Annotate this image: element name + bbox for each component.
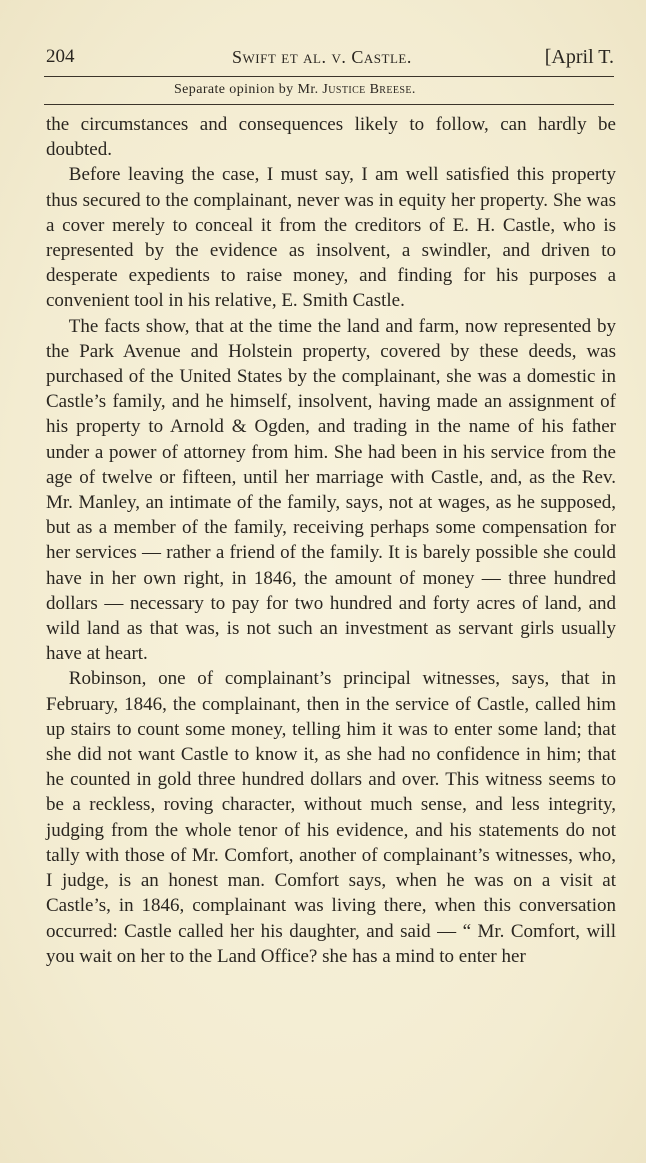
running-head	[46, 46, 614, 74]
paragraph-robinson: Robinson, one of complainant’s principal witnesses, says, that in February, 1846, the complainant, then in the service of Castle, called him up stairs to count some money, telling him it was to enter some land; that she did not want Castle to know it, as she had no confidence in him; that he counted in gold three hundred dollars and over. This witness seems to be a reckless, roving character, without much sense, and less integrity, judging from the whole tenor of his evidence, and his statements do not tally with those of Mr. Comfort, another of complainant’s witnesses, who, I judge, is an honest man. Comfort says, when he was on a visit at Castle’s, in 1846, complainant was living there, when this conversation occurred: Castle called her his daughter, and said — “ Mr. Comfort, will you wait on her to the Land Office? she has a mind to enter her	[46, 668, 616, 967]
paragraph-facts-show: The facts show, that at the time the land and farm, now represented by the Park Avenue and Holstein property, covered by these deeds, was purchased of the United States by the complainant, she was a domestic in Castle’s family, and he himself, insolvent, having made an assignment of his property to Arnold & Ogden, and trading in the name of his father under a power of attorney from him. She had been in his service from the age of twelve or fifteen, until her marriage with Castle, and, as the Rev. Mr. Manley, an intimate of the family, says, not at wages, as he supposed, but as a member of the family, receiving perhaps some compensation for her services — rather a friend of the family. It is barely possible she could have in her own right, in 1846, the amount of money — three hundred dollars — necessary to pay for two hundred and forty acres of land, and wild land as that was, is not such an investment as servant girls usually have at heart.	[46, 315, 616, 665]
opinion-subhead	[174, 82, 416, 98]
subhead-prefix: Separate opinion by Mr.	[174, 82, 319, 97]
header-rule-bottom	[44, 104, 614, 105]
header-rule-top	[44, 76, 614, 77]
page-number: 204	[46, 46, 75, 67]
subhead-justice: Justice Breese.	[322, 82, 416, 97]
opinion-body	[46, 112, 616, 969]
case-title: Swift et al. v. Castle.	[232, 47, 412, 67]
term-label: [April T.	[544, 46, 614, 68]
paragraph-continuation: the circumstances and consequences likely to follow, can hardly be doubted.	[46, 114, 616, 161]
paragraph-before-leaving: Before leaving the case, I must say, I am well satisfied this property thus secured to the complainant, never was in equity her property. She was a cover merely to conceal it from the creditors of E. H. Castle, who is represented by the evidence as insolvent, a swindler, and driven to desperate expedients to raise money, and finding for his purposes a convenient tool in his relative, E. Smith Castle.	[46, 164, 616, 312]
